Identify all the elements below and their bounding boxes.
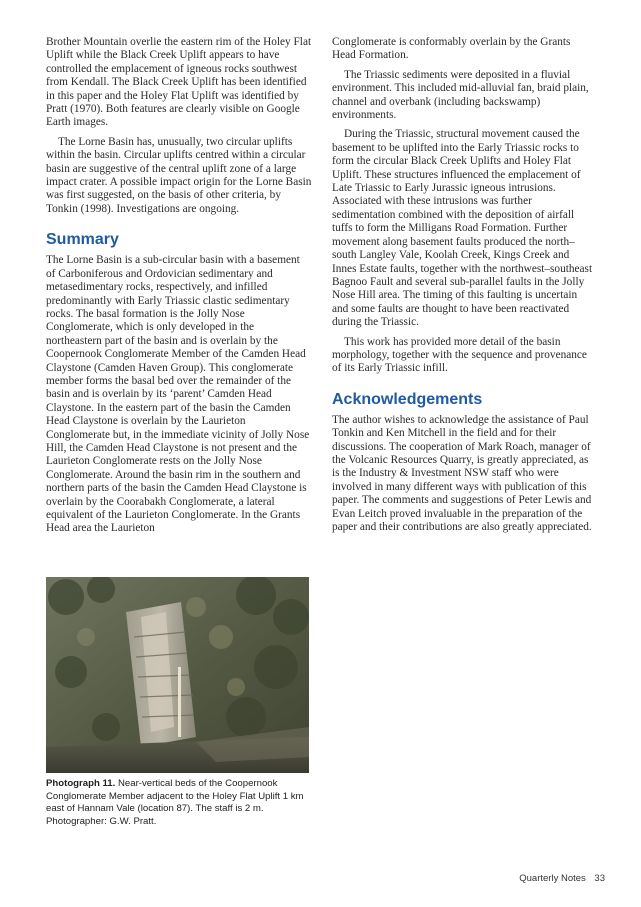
page-footer (519, 873, 605, 884)
paragraph: This work has provided more detail of the basin morphology, together with the sequence and provenance of its Early Triassic infill. (332, 335, 587, 375)
paragraph: Brother Mountain overlie the eastern rim of the Holey Flat Uplift while the Black Creek Uplift appears to have controlled the emplacement of igneous rocks southwest from Kendall. The Black Creek Uplift has been identified in this paper and the Holey Flat Uplift was identified by Pratt (1970). Both features are clearly visible on Google Earth images. (46, 36, 312, 129)
paragraph: The Triassic sediments were deposited in a fluvial environment. This included mid-alluvial fan, braid plain, channel and overbank (including backswamp) environments. (332, 68, 589, 122)
caption-text: Near-vertical beds of the Coopernook Conglomerate Member adjacent to the Holey Flat Uplift 1 km east of Hannam Vale (location 87). The staff is 2 m. Photographer: G.W. Pratt. (46, 778, 304, 827)
right-column (332, 36, 596, 540)
photograph-figure (46, 577, 309, 828)
acknowledgements-paragraph: The author wishes to acknowledge the assistance of Paul Tonkin and Ken Mitchell in the field and for their discussions. The cooperation of Mark Roach, manager of the Volcanic Resources Quarry, is greatly appreciated, as is the Industry & Investment NSW staff who were involved in many different ways with publication of this paper. The comments and suggestions of Peter Lewis and Evan Leitch proved invaluable in the preparation of the paper and their contributions are also greatly appreciated. (332, 413, 592, 533)
page-number: 33 (594, 873, 605, 884)
summary-paragraph: The Lorne Basin is a sub-circular basin with a basement of Carboniferous and Ordovician sedimentary and metasedimentary rocks, respectively, and infilled predominantly with Early Triassic clastic sedimentary rocks. The basal formation is the Jolly Nose Conglomerate, which is only developed in the northeastern part of the basin and is overlain by the Coopernook Conglomerate Member of the Camden Head Claystone (Camden Haven Group). This conglomerate member forms the basal bed over the remainder of the basin and is overlain by its ‘parent’ Camden Head Claystone. In the eastern part of the basin the Camden Head Claystone is overlain by the Laurieton Conglomerate but, in the immediate vicinity of Jolly Nose Hill, the Camden Head Claystone is not present and the Laurieton Conglomerate rests on the Jolly Nose Conglomerate. Around the basin rim in the southern and northern parts of the basin the Camden Head Claystone is overlain by the Coorabakh Conglomerate, a lateral equivalent of the Laurieton Conglomerate. In the Grants Head area the Laurieton (46, 254, 310, 535)
paragraph: Conglomerate is conformably overlain by the Grants Head Formation. (332, 36, 571, 62)
paragraph: During the Triassic, structural movement caused the basement to be uplifted into the Early Triassic rocks to form the circular Black Creek Uplifts and Holey Flat Uplift. These structures influenced the emplacement of Late Triassic to Early Jurassic igneous intrusions. Associated with these intrusions was further sedimentation combined with the deposition of airfall tuffs to form the Milligans Road Formation. Further movement along basement faults produced the north–south Langley Vale, Koolah Creek, Kings Creek and Innes Estate faults, together with the northwest–southeast Bagnoo Fault and several sub-parallel faults in the Jolly Nose Hill area. The timing of this faulting is uncertain and some faults are thought to have been reactivated during the Triassic. (332, 128, 593, 329)
acknowledgements-heading: Acknowledgements (332, 390, 483, 408)
caption-label: Photograph 11. (46, 778, 116, 789)
summary-heading: Summary (46, 231, 119, 249)
rock-outcrop-photo (46, 577, 309, 773)
publication-name: Quarterly Notes (519, 873, 586, 884)
paragraph: The Lorne Basin has, unusually, two circular uplifts within the basin. Circular uplifts centred within a circular basin are suggestive of the central uplift zone of a large impact crater. A possible impact origin for the Lorne Basin was first suggested, on the basis of other criteria, by Tonkin (1998). Investigations are ongoing. (46, 135, 312, 215)
left-column (46, 36, 312, 542)
photo-caption (46, 778, 309, 828)
